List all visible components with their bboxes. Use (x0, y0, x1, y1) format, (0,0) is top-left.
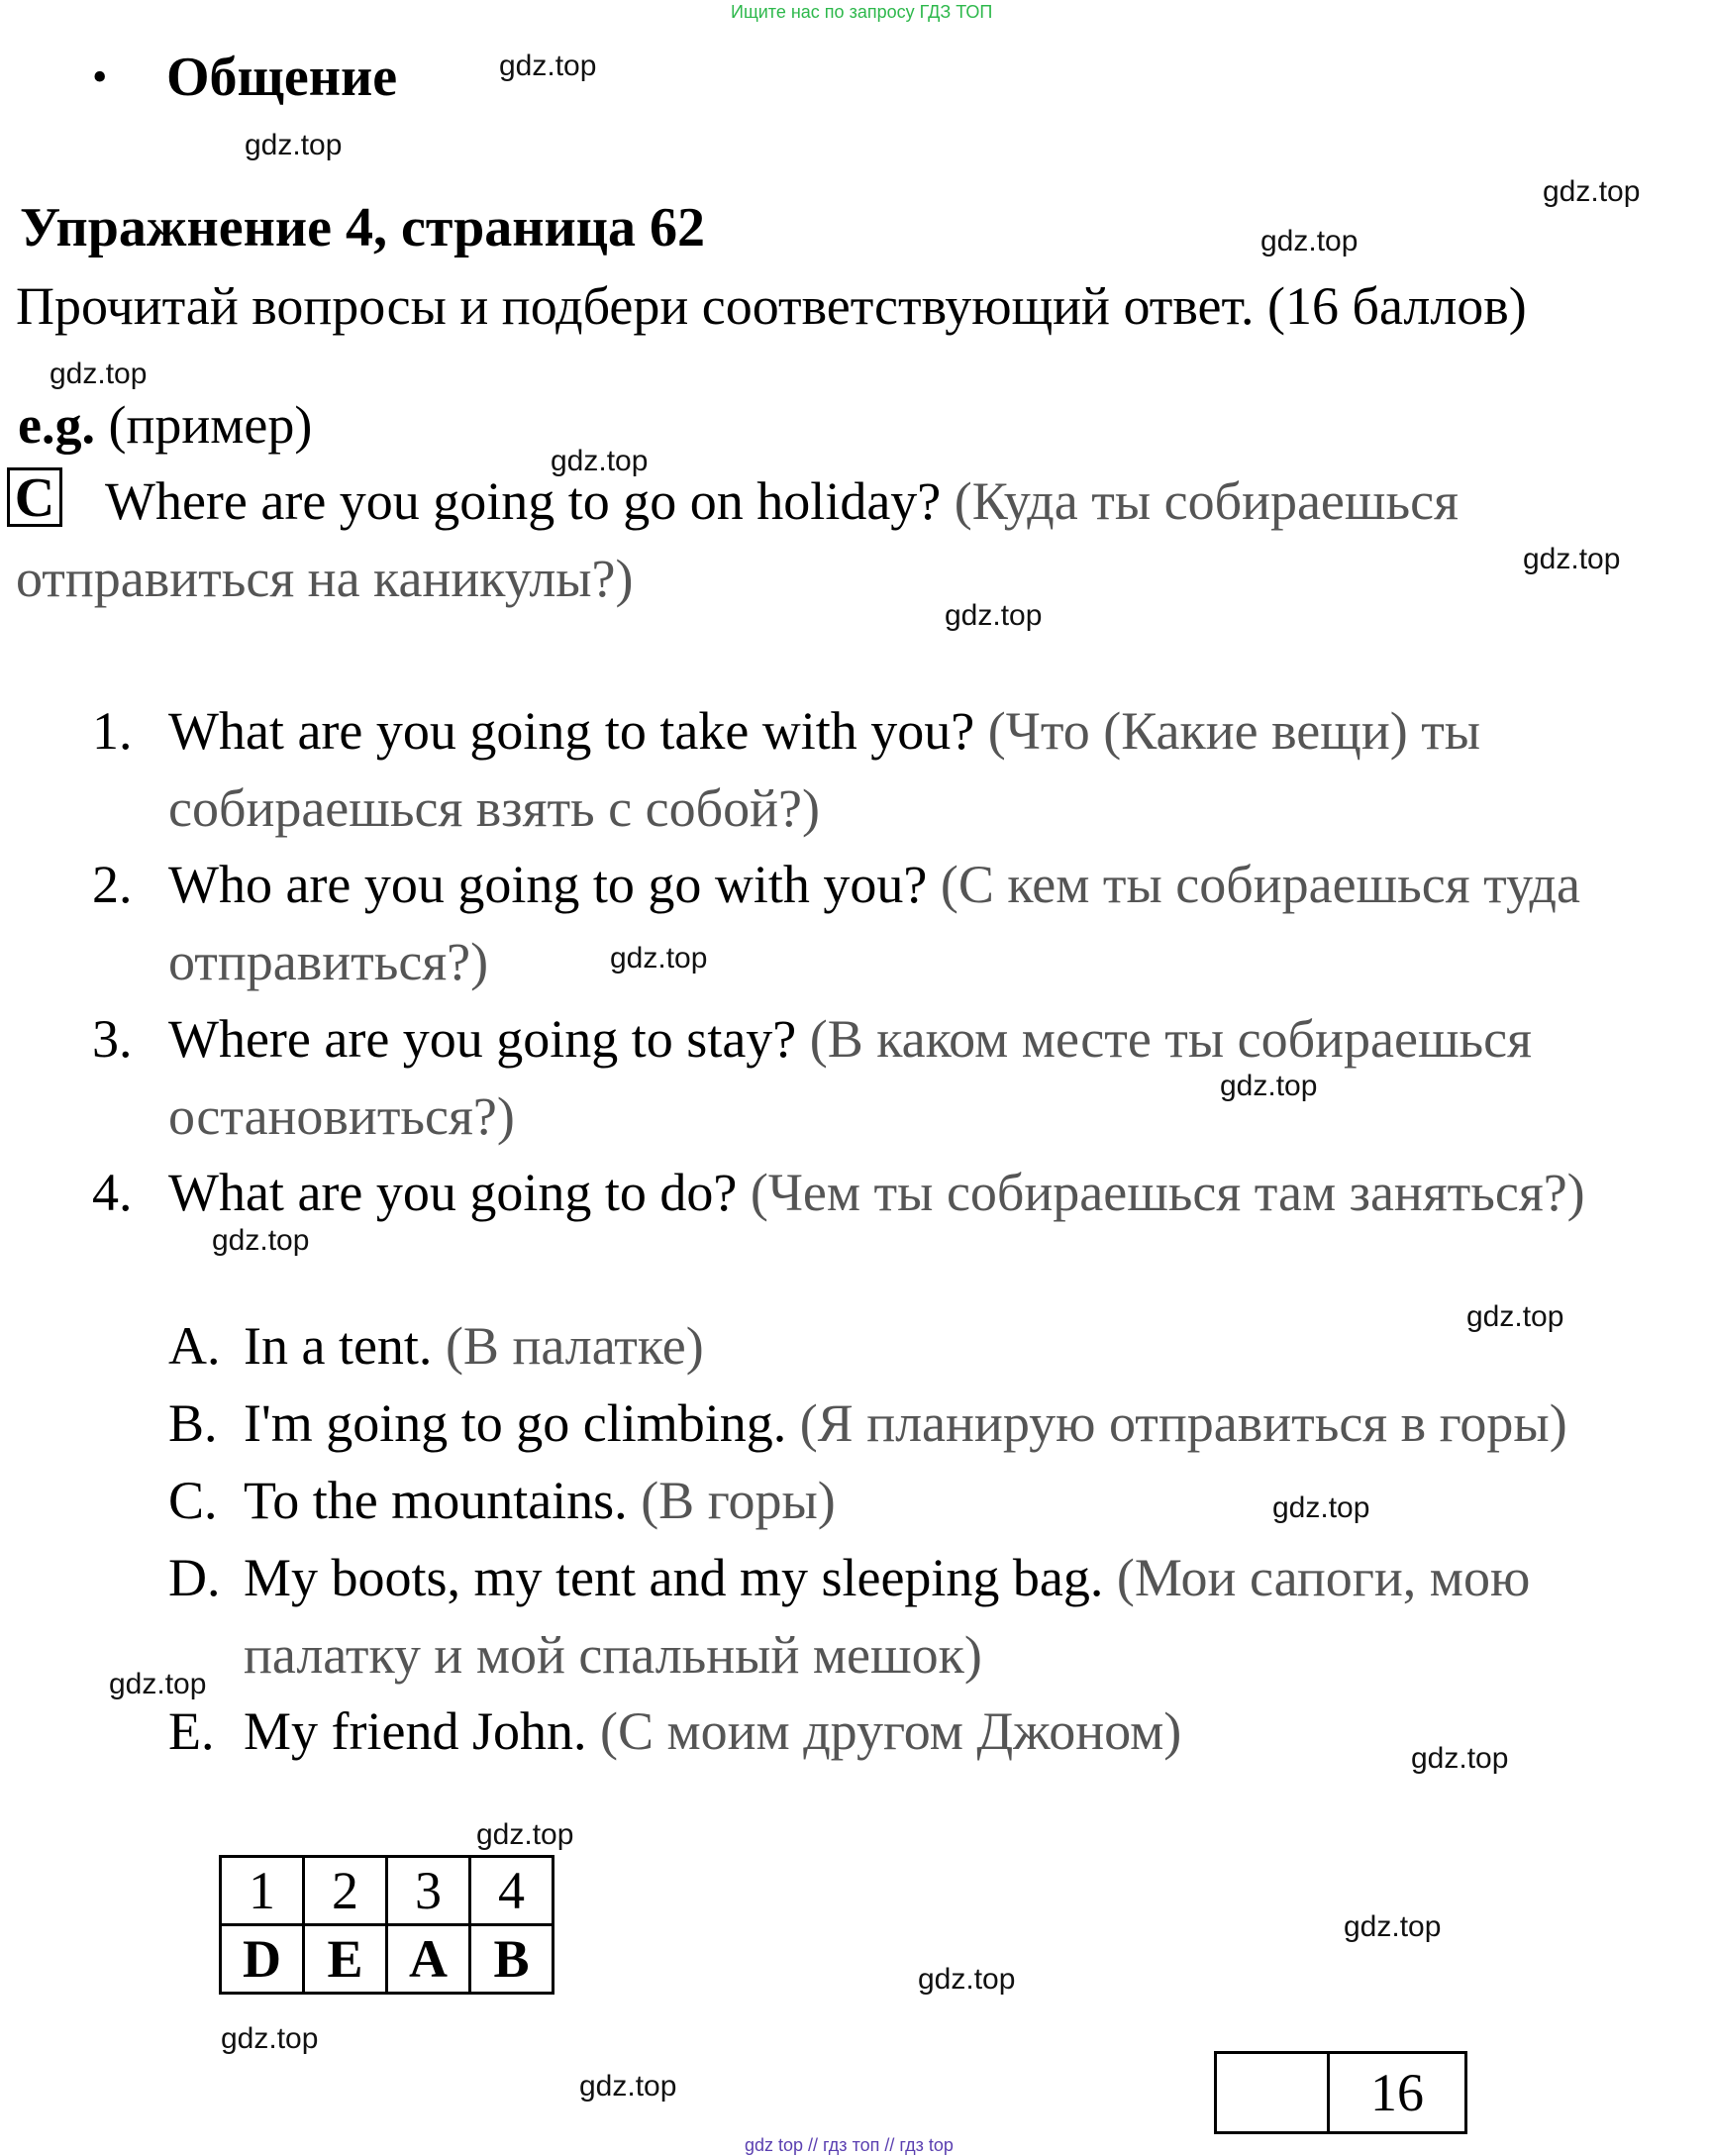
example-question-en: Where are you going to go on holiday? (105, 471, 942, 531)
question-en: Who are you going to go with you? (168, 855, 928, 914)
example-question-ru: (Куда ты собираешься (941, 471, 1459, 531)
example-label (18, 394, 312, 456)
watermark: gdz.top (1411, 1742, 1509, 1775)
answer-en: My friend John. (244, 1701, 587, 1761)
watermark: gdz.top (1523, 543, 1621, 575)
watermark: gdz.top (109, 1668, 207, 1700)
question-number: 1. (92, 701, 133, 761)
table-cell-number: 4 (470, 1857, 554, 1925)
watermark: gdz.top (1344, 1910, 1442, 1943)
watermark: gdz.top (245, 129, 343, 161)
answer-ru: (С моим другом Джоном) (586, 1701, 1182, 1761)
watermark: gdz.top (579, 2070, 677, 2103)
question-ru-cont: отправиться?) (168, 932, 489, 991)
table-cell-letter: E (304, 1925, 387, 1994)
exercise-instruction: Прочитай вопросы и подбери соответствующий ответ. (16 баллов) (16, 276, 1527, 336)
watermark: gdz.top (945, 599, 1043, 632)
top-banner: Ищите нас по запросу ГДЗ ТОП (731, 2, 993, 22)
watermark: gdz.top (212, 1224, 310, 1257)
question-item (168, 1008, 1532, 1070)
table-cell-letter: B (470, 1925, 554, 1994)
answer-letter: C. (168, 1471, 218, 1530)
answer-en: To the mountains. (244, 1471, 628, 1530)
eg-label: e.g. (18, 395, 95, 455)
score-box (1214, 2051, 1467, 2134)
question-item (168, 1162, 1585, 1223)
answer-item (244, 1315, 704, 1377)
question-en: What are you going to take with you? (168, 701, 975, 761)
watermark: gdz.top (1220, 1070, 1318, 1102)
answer-letter: E. (168, 1701, 215, 1761)
answer-en: In a tent. (244, 1316, 433, 1376)
score-empty-cell (1216, 2053, 1329, 2133)
example-question-ru-cont: отправиться на каникулы?) (16, 549, 634, 608)
watermark: gdz.top (1543, 175, 1641, 208)
answer-table-letters (221, 1925, 554, 1994)
table-cell-number: 1 (221, 1857, 304, 1925)
question-ru: (Что (Какие вещи) ты (974, 701, 1481, 761)
answer-letter: D. (168, 1548, 221, 1607)
answer-item (244, 1470, 836, 1531)
watermark: gdz.top (476, 1818, 574, 1851)
answer-ru: (Я планирую отправиться в горы) (786, 1393, 1567, 1453)
table-cell-number: 2 (304, 1857, 387, 1925)
watermark: gdz.top (50, 358, 148, 390)
answer-table-numbers (221, 1857, 554, 1925)
exercise-heading: Упражнение 4, страница 62 (20, 197, 706, 258)
answer-item (244, 1700, 1181, 1762)
question-ru: (В каком месте ты собираешься (796, 1009, 1532, 1069)
eg-note: (пример) (94, 395, 313, 455)
watermark: gdz.top (1272, 1491, 1370, 1524)
answer-en: I'm going to go climbing. (244, 1393, 787, 1453)
watermark: gdz.top (1260, 225, 1359, 257)
question-en: Where are you going to stay? (168, 1009, 797, 1069)
score-value: 16 (1329, 2053, 1466, 2133)
question-en: What are you going to do? (168, 1163, 738, 1222)
question-number: 2. (92, 855, 133, 914)
answer-item (244, 1392, 1567, 1454)
question-item (168, 854, 1580, 915)
section-title: Общение (166, 47, 398, 108)
question-ru-cont: собираешься взять с собой?) (168, 778, 820, 838)
answer-table (219, 1855, 554, 1995)
question-ru: (С кем ты собираешься туда (927, 855, 1581, 914)
watermark: gdz.top (499, 50, 597, 82)
example-answer-box: C (7, 467, 62, 527)
question-ru: (Чем ты собираешься там заняться?) (737, 1163, 1585, 1222)
bottom-banner: gdz top // гдз топ // гдз top (745, 2135, 954, 2155)
table-cell-number: 3 (387, 1857, 470, 1925)
answer-letter: A. (168, 1316, 221, 1376)
example-question (105, 470, 1459, 532)
answer-ru: (В горы) (627, 1471, 836, 1530)
answer-ru-cont: палатку и мой спальный мешок) (244, 1625, 982, 1685)
question-number: 3. (92, 1009, 133, 1069)
watermark: gdz.top (610, 942, 708, 975)
answer-ru: (Мои сапоги, мою (1103, 1548, 1531, 1607)
section-bullet: • (92, 52, 108, 101)
watermark: gdz.top (918, 1963, 1016, 1996)
answer-item (244, 1547, 1530, 1608)
watermark: gdz.top (221, 2022, 319, 2055)
watermark: gdz.top (551, 445, 649, 477)
question-number: 4. (92, 1163, 133, 1222)
answer-en: My boots, my tent and my sleeping bag. (244, 1548, 1104, 1607)
table-cell-letter: D (221, 1925, 304, 1994)
table-cell-letter: A (387, 1925, 470, 1994)
watermark: gdz.top (1466, 1300, 1564, 1333)
question-item (168, 700, 1480, 762)
question-ru-cont: остановиться?) (168, 1086, 515, 1146)
answer-ru: (В палатке) (432, 1316, 704, 1376)
answer-letter: B. (168, 1393, 218, 1453)
